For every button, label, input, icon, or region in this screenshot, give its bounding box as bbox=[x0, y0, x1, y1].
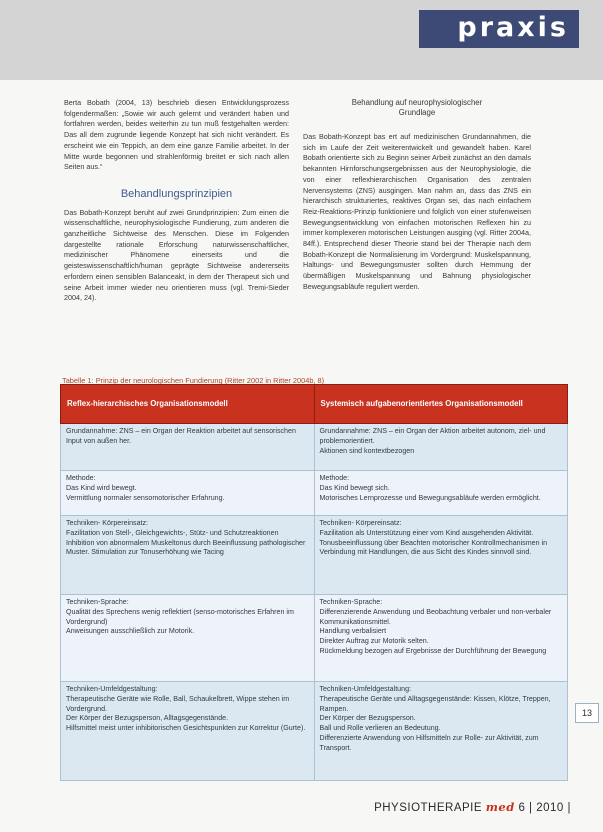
quote-paragraph: Berta Bobath (2004, 13) beschrieb diesen Entwicklungsprozess folgendermaßen: „Sowie wir auch gelernt und verändert haben und fortfahren werden, beides weiterhin zu tun muß festgehalten werden: Das all dem zugrunde liegende Konzept hat sich nicht verändert. Es erscheint wie ein Teppich, an dem eine ganze Familie arbeitet. In der Mitte wurde begonnen und strahlenförmig breitet er sich nach allen Seiten aus.“ bbox=[64, 98, 289, 172]
cell-line: Differenzierte Anwendung von Hilfsmitteln zur Rolle- zur Aktivität, zum Transport. bbox=[319, 733, 539, 752]
table-cell-right bbox=[314, 471, 568, 516]
cell-line: Das Kind bewegt sich. bbox=[319, 483, 390, 492]
cell-line: Differenzierende Anwendung und Beobachtung verbaler und non-verbaler Kommunikationsmittel. bbox=[319, 607, 552, 626]
left-column bbox=[64, 98, 289, 304]
cell-line: Tonusbeeinflussung über Beachten motorischer Kontrollmechanismen in Verbindung mit Handlungen, die aus Sicht des Kindes sinnvoll sind. bbox=[319, 538, 548, 557]
table-row bbox=[61, 471, 568, 516]
table-row bbox=[61, 516, 568, 595]
cell-line: Techniken- Körpereinsatz: bbox=[319, 519, 402, 527]
comparison-table bbox=[60, 384, 568, 781]
cell-line: Techniken-Umfeldgestaltung: bbox=[66, 685, 158, 693]
principles-paragraph: Das Bobath-Konzept beruht auf zwei Grundprinzipien: Zum einen die wissenschaftliche, neurophysiologische Fundierung, zum anderen die ganzheitliche Sichtweise des Menschen. Diese im Folgenden dargestellte rationale Erforschung naturwissenschaftlicher, medizinischer Phänomene einerseits und die geisteswissenschaftlich/human geprägte Sichtweise andererseits erfordern einen sensiblen Balanceakt, in dem der Therapeut sich und seine Arbeit immer wieder neu orientieren muss (vgl. Tremi-Sieder 2004, 24). bbox=[64, 207, 289, 303]
footer-issue: 6 | 2010 | bbox=[514, 802, 571, 814]
cell-line: Therapeutische Geräte wie Rolle, Ball, Schaukelbrett, Wippe stehen im Vordergrund. bbox=[66, 694, 290, 713]
cell-line: Grundannahme: ZNS – ein Organ der Aktion arbeitet autonom, ziel- und problemorientiert. bbox=[319, 427, 546, 445]
section-label: praxis bbox=[457, 12, 569, 43]
table-row bbox=[61, 424, 568, 471]
table-cell-right bbox=[314, 424, 568, 471]
cell-line: Motorisches Lernprozesse und Bewegungsabläufe werden ermöglicht. bbox=[319, 493, 541, 502]
right-column bbox=[303, 98, 531, 293]
table-cell-right bbox=[314, 682, 568, 781]
cell-line: Qualität des Sprechens wenig reflektiert (senso-motorisches Erfahren im Vordergrund) bbox=[66, 607, 294, 626]
cell-line: Fazilitation als Unterstützung einer vom Kind ausgehenden Aktivität. bbox=[319, 528, 534, 537]
journal-footer bbox=[374, 800, 571, 814]
table-cell-right bbox=[314, 595, 568, 682]
table-cell-left bbox=[61, 424, 315, 471]
cell-line: Methode: bbox=[319, 474, 350, 482]
table-header-left: Reflex-hierarchisches Organisationsmodell bbox=[61, 385, 315, 424]
cell-line: Techniken- Körpereinsatz: bbox=[66, 519, 149, 527]
page-number: 13 bbox=[575, 703, 599, 723]
cell-line: Direkter Auftrag zur Motorik selten. bbox=[319, 637, 429, 646]
cell-line: Vermittlung normaler sensomotorischer Erfahrung. bbox=[66, 493, 225, 502]
table-header-right: Systemisch aufgabenorientiertes Organisationsmodell bbox=[314, 385, 568, 424]
neuro-paragraph: Das Bobath-Konzept bas ert auf medizinischen Grundannahmen, die sich im Laufe der Zeit weiterentwickelt und gewandelt haben. Karel Bobath orientierte sich zu Beginn seiner Arbeit zunächst an den damals bekannten Hirnforschungsergebnissen aus der Neurophysiologie, die von einer reflexhierarchischen Organisation des zentralen Nervensystems (ZNS) ausgingen. Man nahm an, dass das ZNS ein hierarchisch strukturiertes, reaktives Organ sei, das nach einfachem Reiz-Reaktions-Prinzip funktioniere und folglich von einer stufenweisen Bewegungsentwicklung von einfachen motorischen Reflexen hin zu immer komplexeren motorischen Leistungen ausging (vgl. Ritter 2004a, 84ff.). Entsprechend dieser Theorie stand bei der Therapie nach dem Bobath-Konzept die Normalisierung im Vordergrund: Muskelspannung, Haltungs- und Bewegungsmuster sollten durch Hemmung der übermäßigen Muskelspannung und Bahnung physiologischer Bewegungsabläufe reguliert werden. bbox=[303, 132, 531, 291]
table-cell-left bbox=[61, 516, 315, 595]
table-caption: Tabelle 1: Prinzip der neurologischen Fundierung (Ritter 2002 in Ritter 2004b, 8) bbox=[62, 376, 325, 385]
cell-line: Aktionen sind kontextbezogen bbox=[319, 446, 415, 455]
table-cell-left bbox=[61, 682, 315, 781]
cell-line: Der Körper der Bezugsperson, Alltagsgegenstände. bbox=[66, 714, 229, 723]
footer-med: med bbox=[485, 800, 515, 814]
cell-line: Methode: bbox=[66, 474, 96, 482]
table-cell-left bbox=[61, 595, 315, 682]
table-cell-left bbox=[61, 471, 315, 516]
cell-line: Hilfsmittel meist unter inhibitorischen Gesichtspunkten zur Korrektur (Gurte). bbox=[66, 724, 306, 733]
cell-line: Techniken-Sprache: bbox=[66, 598, 129, 606]
cell-line: Rückmeldung bezogen auf Ergebnisse der Durchführung der Bewegung bbox=[319, 646, 547, 655]
section-banner bbox=[419, 10, 579, 48]
cell-line: Techniken-Sprache: bbox=[319, 598, 383, 606]
cell-line: Techniken-Umfeldgestaltung: bbox=[319, 685, 411, 693]
table-row bbox=[61, 682, 568, 781]
section-heading: Behandlungsprinzipien bbox=[120, 187, 233, 200]
cell-line: Ball und Rolle verlieren an Bedeutung. bbox=[319, 724, 441, 733]
cell-line: Inhibition von abnormalem Muskeltonus durch Beeinflussung pathologischer Muster. Stimulation zur Tonuserhöhung wie Tacing bbox=[66, 538, 306, 557]
table-body bbox=[61, 424, 568, 781]
subheading: Behandlung auf neurophysiologischer Grundlage bbox=[351, 98, 483, 117]
footer-journal: PHYSIOTHERAPIE bbox=[374, 802, 486, 814]
cell-line: Grundannahme: ZNS – ein Organ der Reaktion arbeitet auf sensorischen Input von außen her. bbox=[66, 427, 296, 445]
cell-line: Anweisungen ausschließlich zur Motorik. bbox=[66, 627, 195, 636]
cell-line: Therapeutische Geräte und Alltagsgegenstände: Kissen, Klötze, Treppen, Rampen. bbox=[319, 694, 551, 713]
cell-line: Fazilitation von Stell-, Gleichgewichts-, Stütz- und Schutzreaktionen bbox=[66, 528, 279, 537]
cell-line: Handlung verbalisiert bbox=[319, 627, 387, 636]
cell-line: Das Kind wird bewegt. bbox=[66, 483, 137, 492]
table-row bbox=[61, 595, 568, 682]
cell-line: Der Körper der Bezugsperson. bbox=[319, 714, 416, 723]
table-cell-right bbox=[314, 516, 568, 595]
